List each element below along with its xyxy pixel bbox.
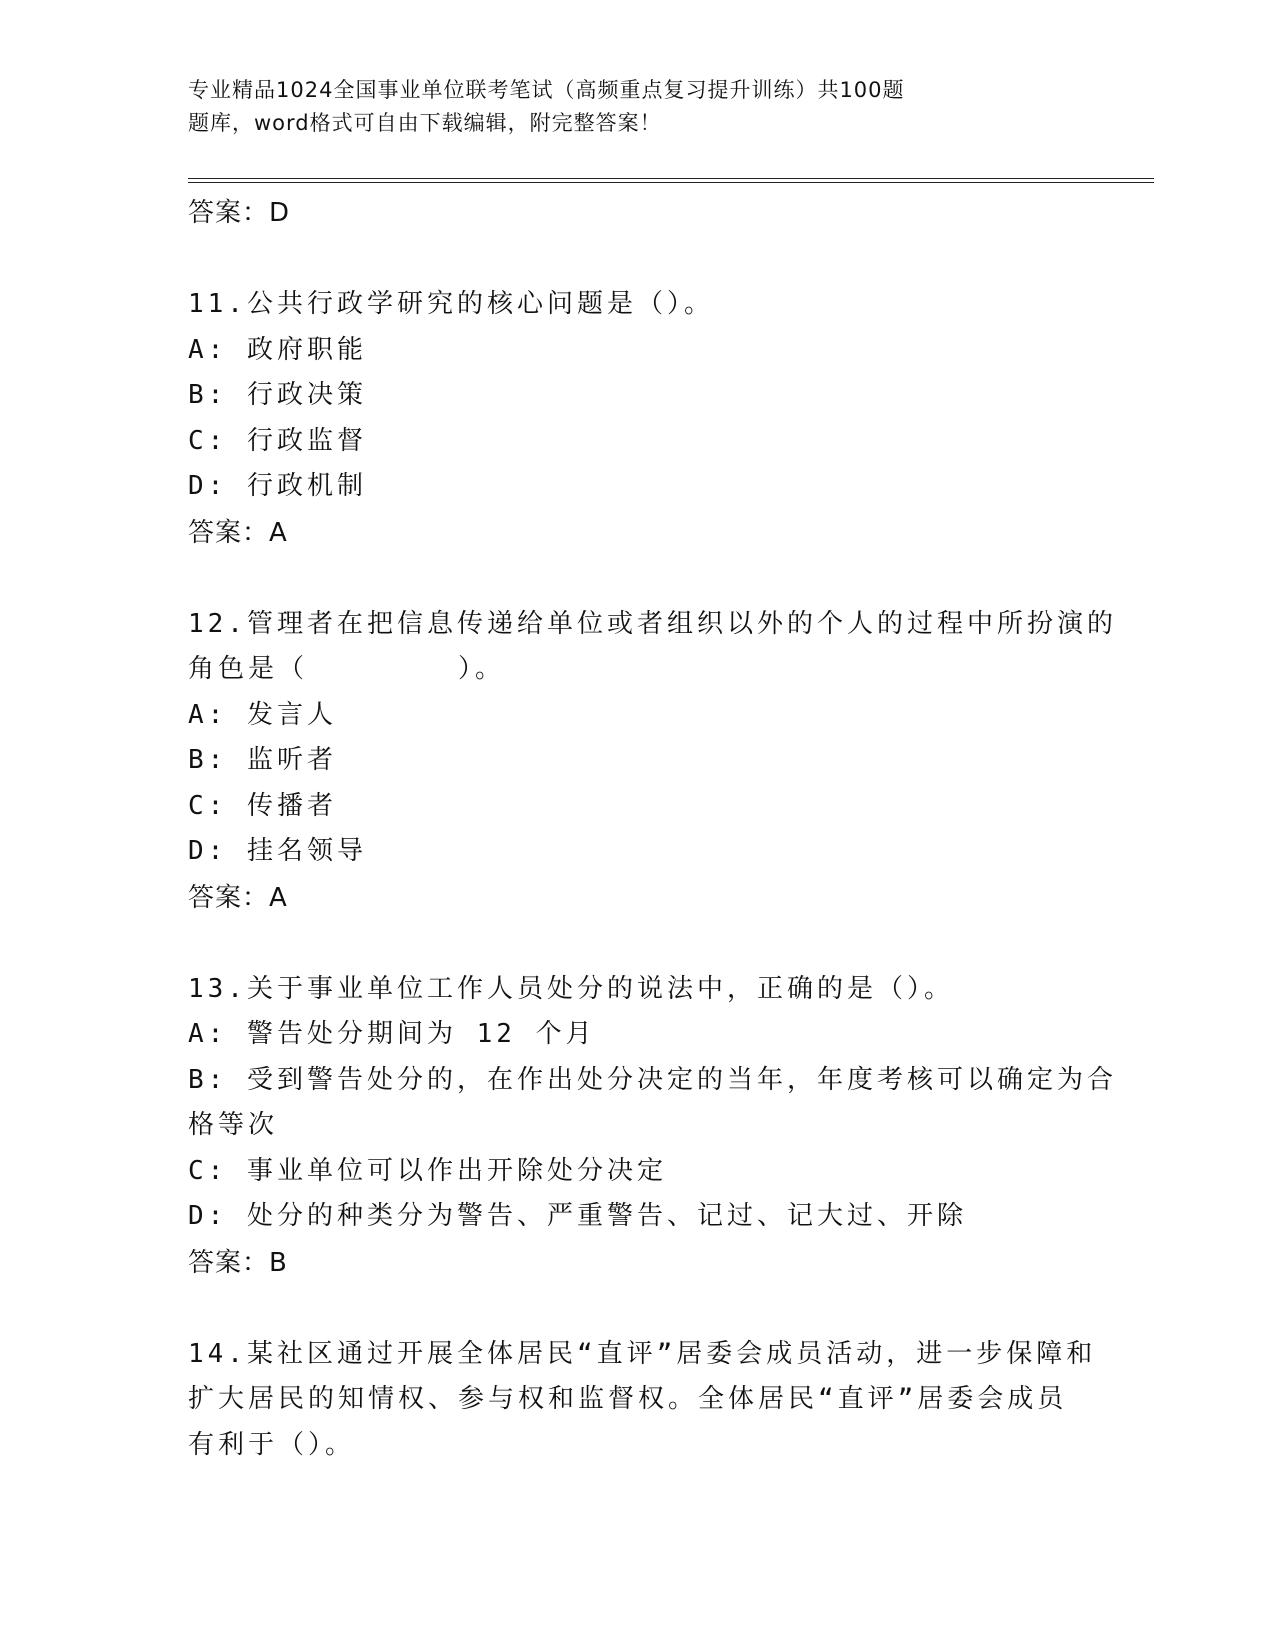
question-block [188, 967, 1117, 1286]
question-stem-line: 14.某社区通过开展全体居民“直评”居委会成员活动，进一步保障和 [188, 1338, 1097, 1369]
option-c [188, 419, 1088, 465]
option-b [188, 1058, 1117, 1149]
option-line: C: 传播者 [188, 790, 337, 821]
answer-line: 答案：A [188, 882, 288, 913]
answer-line: 答案：A [188, 517, 288, 548]
question-stem-line: 有利于（）。 [188, 1429, 356, 1460]
question-stem-line: 扩大居民的知情权、参与权和监督权。全体居民“直评”居委会成员 [188, 1384, 1068, 1414]
header-divider-bottom [188, 182, 1154, 183]
option-line: 格等次 [188, 1110, 279, 1140]
option-line: B: 受到警告处分的，在作出处分决定的当年，年度考核可以确定为合 [188, 1064, 1117, 1095]
option-d [188, 464, 1088, 510]
option-line: D: 处分的种类分为警告、严重警告、记过、记大过、开除 [188, 1201, 967, 1231]
header-line-1: 专业精品1024全国事业单位联考笔试（高频重点复习提升训练）共100题 [188, 78, 905, 102]
header-divider-top [188, 178, 1154, 179]
document-header [188, 74, 1048, 140]
answer-line: 答案：B [188, 1247, 288, 1278]
option-line: D: 行政机制 [188, 471, 367, 501]
option-line: A: 发言人 [188, 699, 337, 730]
question-stem-line: 角色是（ ）。 [188, 654, 506, 684]
answer-line: 答案：D [188, 198, 291, 228]
option-line: B: 行政决策 [188, 380, 367, 410]
question-stem [188, 1332, 1097, 1469]
option-c [188, 784, 1088, 830]
option-a [188, 1012, 1088, 1058]
question-stem-line: 11.公共行政学研究的核心问题是（）。 [188, 289, 714, 319]
question-block [188, 282, 1088, 556]
question-block [188, 602, 1117, 921]
question-stem [188, 967, 1088, 1013]
option-a [188, 693, 1088, 739]
question-stem-line: 13.关于事业单位工作人员处分的说法中，正确的是（）。 [188, 973, 954, 1004]
option-d [188, 1194, 1088, 1240]
document-body [188, 190, 1117, 1468]
question-stem [188, 602, 1117, 693]
option-b [188, 738, 1088, 784]
question-stem-line: 12.管理者在把信息传递给单位或者组织以外的个人的过程中所扮演的 [188, 608, 1117, 639]
option-line: A: 警告处分期间为 12 个月 [188, 1019, 596, 1049]
header-line-2: 题库，word格式可自由下载编辑，附完整答案！ [188, 111, 662, 135]
option-line: C: 事业单位可以作出开除处分决定 [188, 1155, 667, 1186]
option-line: C: 行政监督 [188, 425, 367, 456]
option-line: D: 挂名领导 [188, 836, 367, 866]
option-a [188, 328, 1088, 374]
question-stem [188, 282, 1088, 328]
option-line: A: 政府职能 [188, 334, 367, 365]
option-c [188, 1149, 1088, 1195]
option-d [188, 829, 1088, 875]
question-block [188, 1332, 1097, 1469]
option-line: B: 监听者 [188, 745, 337, 775]
option-b [188, 373, 1088, 419]
